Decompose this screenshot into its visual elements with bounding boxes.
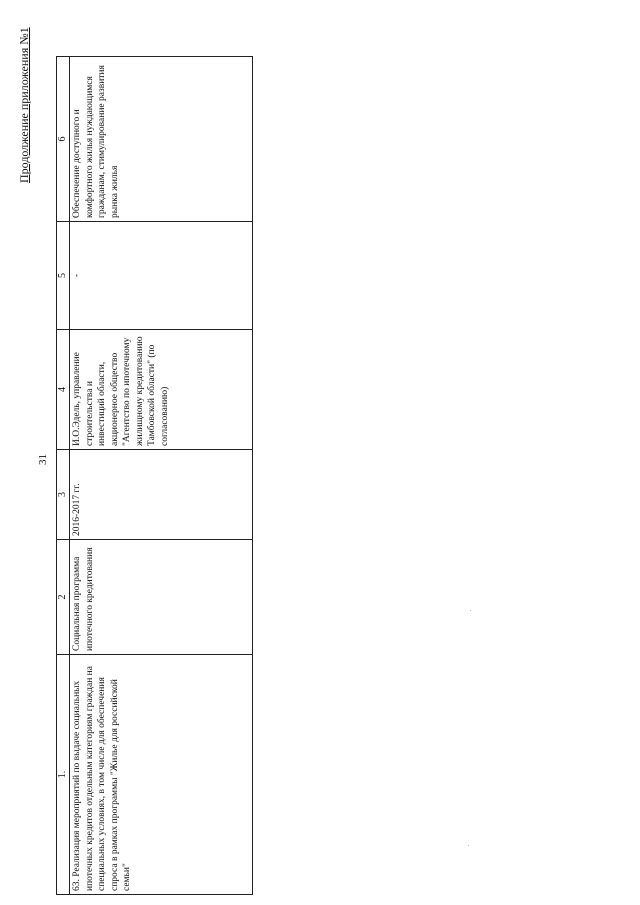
measure-cell: 63. Реализация мероприятий по выдаче социальных ипотечных кредитов отдельным категориям граждан на специальных условиях, в том числе для обеспечения спроса в рамках программы "Жилье для российской семьи" (70, 655, 253, 895)
result-cell: Обеспечение доступного и комфортного жилья нуждающимся гражданам, стимулирование развития рынка жилья (70, 57, 253, 222)
program-cell: Социальная программа ипотечного кредитования (70, 540, 253, 655)
measures-table (56, 56, 253, 895)
period-cell: 2016-2017 гг. (70, 450, 253, 540)
column-number-row (57, 57, 70, 895)
column-number: 4 (57, 330, 70, 450)
column-number: 6 (57, 57, 70, 222)
funding-cell: - (70, 222, 253, 330)
table-row (70, 57, 253, 895)
page-number: 31 (37, 454, 49, 465)
column-number: 1. (57, 655, 70, 895)
scan-speck (470, 610, 471, 611)
column-number: 5 (57, 222, 70, 330)
continuation-label: Продолжение приложения №1 (17, 27, 31, 183)
executor-cell: И.О.Эдель, управление строительства и инвестиций области, акционерное общество "Агентство по ипотечному жилищному кредитованию Тамбовской области" (по согласованию) (70, 330, 253, 450)
column-number: 3 (57, 450, 70, 540)
column-number: 2 (57, 540, 70, 655)
scan-speck (468, 845, 469, 846)
